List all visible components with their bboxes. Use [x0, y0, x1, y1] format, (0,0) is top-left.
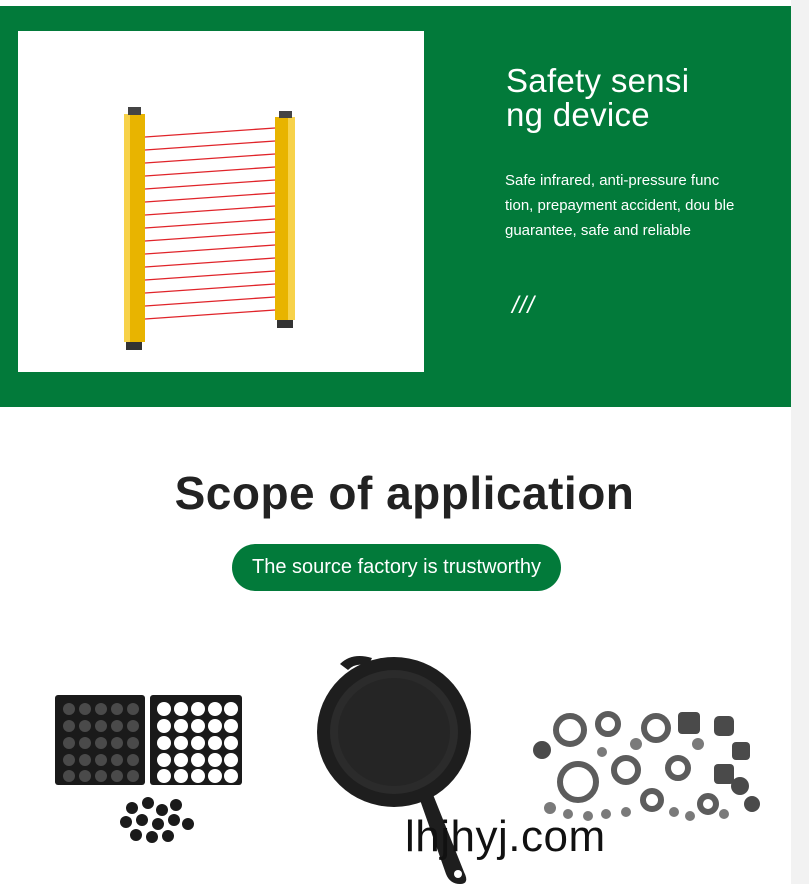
- rubber-grid-parts-icon: [50, 690, 250, 850]
- light-curtain-icon: [18, 31, 424, 372]
- hero-description: Safe infrared, anti-pressure func tion, prepayment accident, dou ble guarantee, safe and reliable: [505, 172, 735, 239]
- decorative-slashes: ///: [512, 292, 536, 319]
- trust-badge: The source factory is trustworthy: [232, 544, 561, 591]
- hero-banner: [0, 6, 791, 407]
- page-edge: [791, 0, 809, 884]
- section-title: Scope of application: [174, 467, 635, 519]
- hero-title: Safety sensi ng device: [506, 62, 690, 133]
- watermark: lhjhyj.com: [405, 812, 606, 861]
- light-curtain-photo: [18, 31, 424, 372]
